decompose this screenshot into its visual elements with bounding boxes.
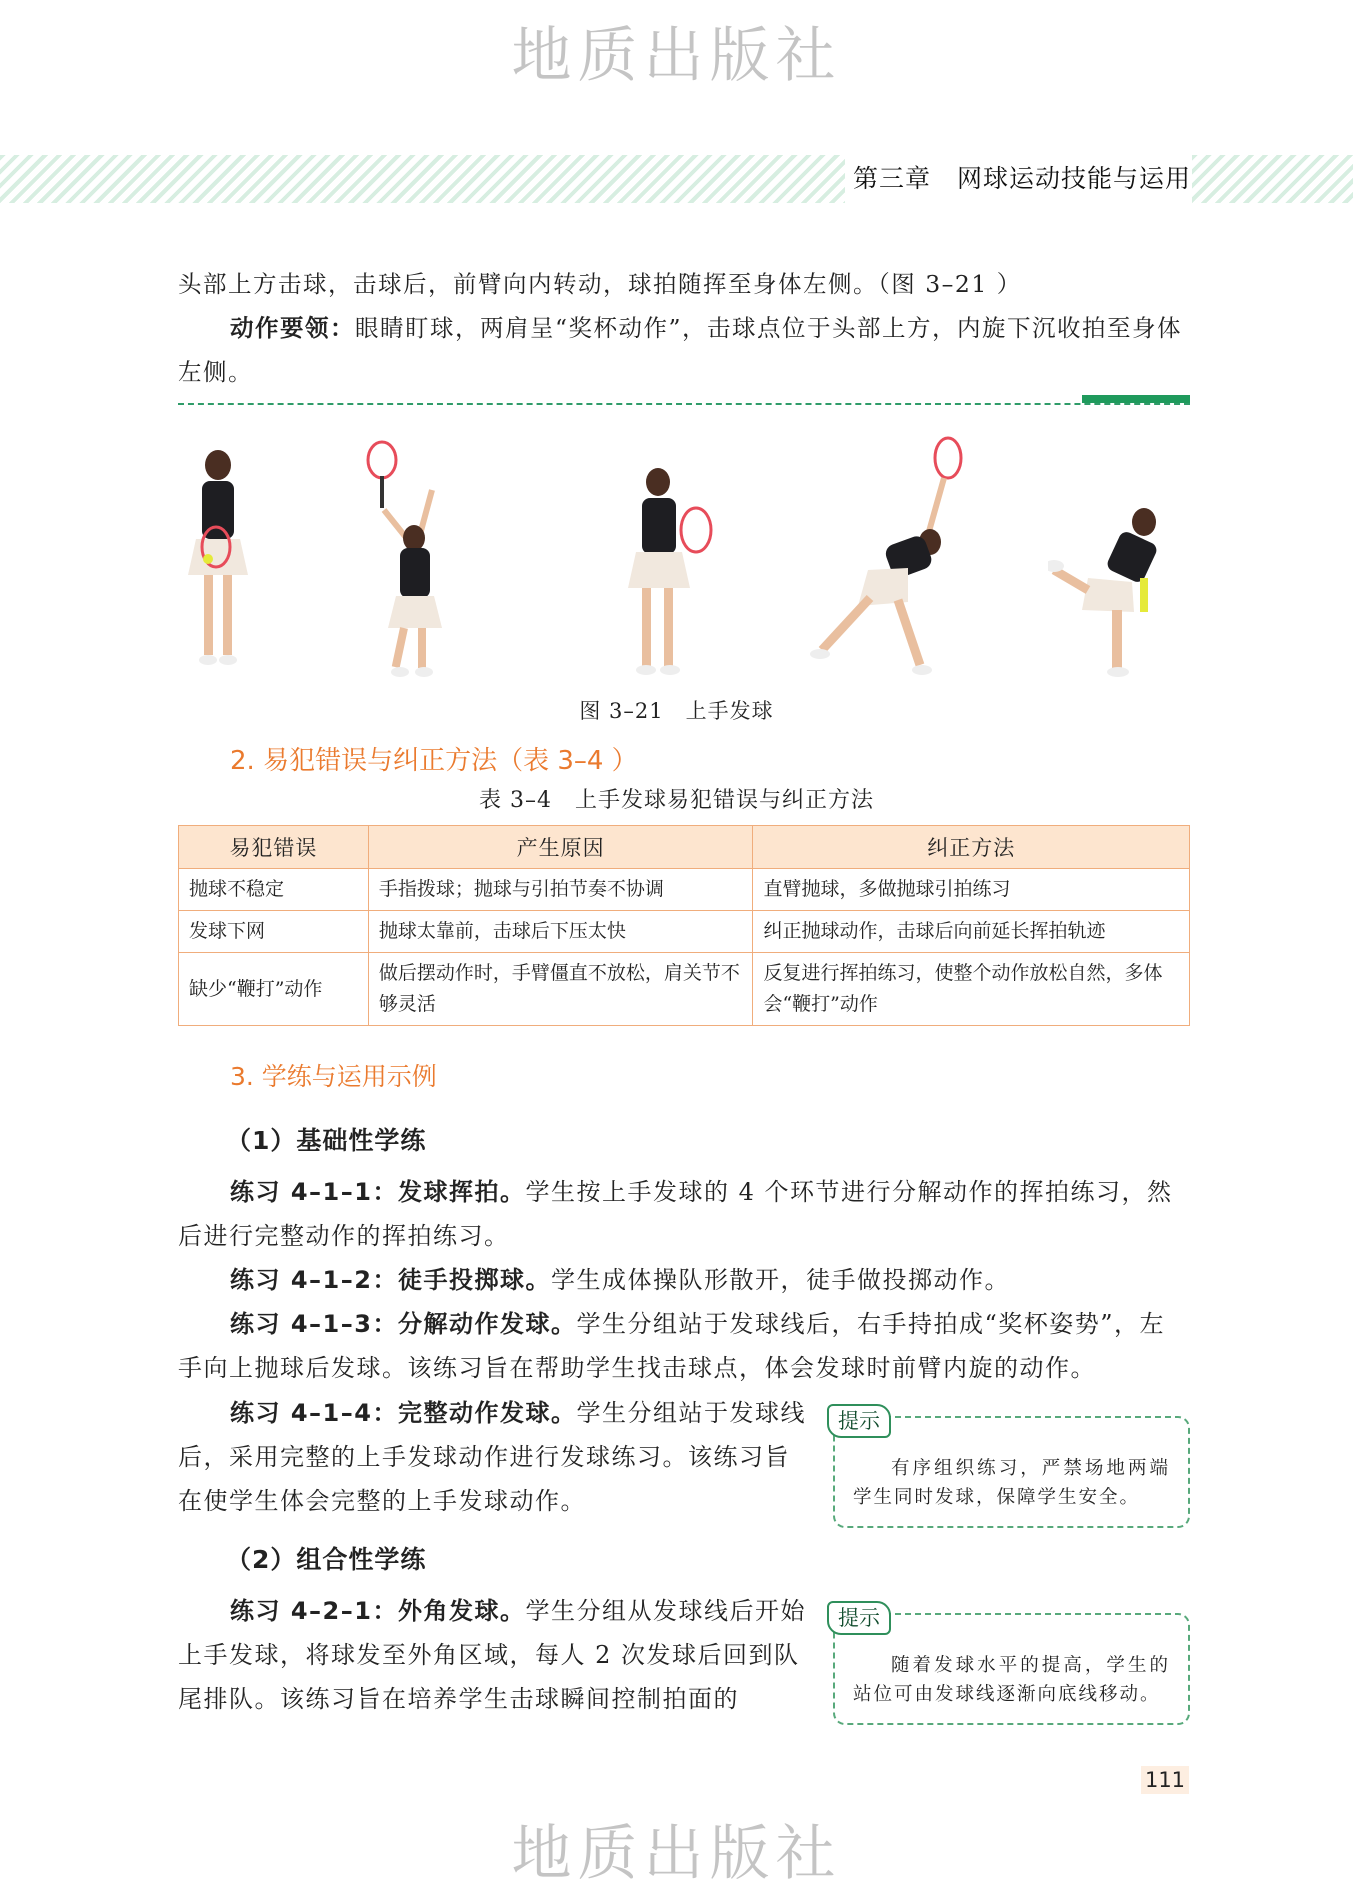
table-cell: 反复进行挥拍练习，使整个动作放松自然，多体会“鞭打”动作	[753, 953, 1190, 1026]
tip-box-safety	[833, 1409, 1190, 1528]
serve-stance-5-image	[1048, 500, 1190, 680]
tip-tag: 提示	[827, 1404, 891, 1438]
green-accent-bar	[1082, 395, 1190, 403]
table-header-cell: 纠正方法	[753, 826, 1190, 869]
tip-box-position	[833, 1606, 1190, 1725]
table-cell: 缺少“鞭打”动作	[179, 953, 369, 1026]
errors-table	[178, 825, 1190, 1026]
key-points-paragraph	[178, 306, 1190, 394]
tip-text: 随着发球水平的提高，学生的站位可由发球线逐渐向底线移动。	[853, 1655, 1170, 1705]
exercise-label: 练习 4–1–4：完整动作发球。	[230, 1399, 577, 1427]
tip-tag: 提示	[827, 1601, 891, 1635]
section-3-heading: 3. 学练与运用示例	[230, 1062, 437, 1091]
table-row	[179, 953, 1190, 1026]
exercise-text: 学生分组从发球线后开始上手发球，将球发至外角区域，每人 2 次发球后回到队尾排队。该练习旨在培养学生击球瞬间控制拍面的	[178, 1597, 806, 1713]
section-2-heading: 2. 易犯错误与纠正方法（表 3–4 ）	[230, 746, 638, 776]
exercise-text: 学生分组站于发球线后，右手持拍成“奖杯姿势”，左手向上抛球后发球。该练习旨在帮助学生找击球点，体会发球时前臂内旋的动作。	[178, 1310, 1165, 1382]
exercise-label: 练习 4–1–2：徒手投掷球。	[230, 1266, 551, 1294]
exercise-4-2-1	[178, 1589, 806, 1721]
publisher-watermark-bottom: 地质出版社	[511, 1819, 842, 1889]
table-header-cell: 产生原因	[368, 826, 753, 869]
exercise-4-1-4	[178, 1391, 806, 1523]
table-row	[179, 869, 1190, 911]
serve-sequence-figure	[178, 430, 1190, 680]
page-number: 111	[1141, 1766, 1189, 1794]
exercise-block-2	[178, 1391, 806, 1523]
table-cell: 抛球不稳定	[179, 869, 369, 911]
intro-block	[178, 262, 1190, 394]
exercise-label: 练习 4–2–1：外角发球。	[230, 1597, 526, 1625]
key-points-label: 动作要领：	[230, 314, 355, 342]
table-cell: 做后摆动作时，手臂僵直不放松，肩关节不够灵活	[368, 953, 753, 1026]
exercise-4-1-1	[178, 1170, 1190, 1258]
table-row	[179, 911, 1190, 953]
serve-stance-3-image	[608, 460, 718, 680]
dashed-divider	[178, 403, 1190, 405]
exercise-text: 学生分组站于发球线后，采用完整的上手发球动作进行发球练习。该练习旨在使学生体会完整的上手发球动作。	[178, 1399, 806, 1515]
table-cell: 发球下网	[179, 911, 369, 953]
serve-stance-1-image	[178, 435, 268, 680]
table-cell: 纠正抛球动作，击球后向前延长挥拍轨迹	[753, 911, 1190, 953]
exercise-text: 学生成体操队形散开，徒手做投掷动作。	[550, 1266, 1010, 1294]
exercise-label: 练习 4–1–3：分解动作发球。	[230, 1310, 577, 1338]
table-caption: 表 3–4 上手发球易犯错误与纠正方法	[479, 788, 874, 813]
exercise-block-3	[178, 1589, 806, 1721]
subsection-2-heading: （2）组合性学练	[226, 1545, 427, 1574]
subsection-1-heading: （1）基础性学练	[226, 1126, 427, 1155]
table-cell: 抛球太靠前，击球后下压太快	[368, 911, 753, 953]
table-cell: 直臂抛球，多做抛球引拍练习	[753, 869, 1190, 911]
key-points-text: 眼睛盯球，两肩呈“奖杯动作”，击球点位于头部上方，内旋下沉收拍至身体左侧。	[178, 314, 1183, 386]
table-cell: 手指拨球；抛球与引拍节奏不协调	[368, 869, 753, 911]
publisher-watermark-top: 地质出版社	[511, 21, 842, 91]
exercise-4-1-2	[178, 1258, 1190, 1302]
exercise-label: 练习 4–1–1：发球挥拍。	[230, 1178, 526, 1206]
chapter-title: 第三章 网球运动技能与运用	[853, 164, 1192, 193]
serve-stance-2-image	[360, 430, 460, 680]
figure-caption: 图 3–21 上手发球	[579, 699, 774, 723]
table-header-row	[179, 826, 1190, 869]
table-header-cell: 易犯错误	[179, 826, 369, 869]
intro-line: 头部上方击球，击球后，前臂向内转动，球拍随挥至身体左侧。（图 3–21 ）	[178, 270, 1022, 298]
exercise-block-1	[178, 1170, 1190, 1390]
exercise-text: 学生按上手发球的 4 个环节进行分解动作的挥拍练习，然后进行完整动作的挥拍练习。	[178, 1178, 1173, 1250]
header-hatch-left	[0, 155, 845, 203]
serve-stance-4-image	[808, 430, 978, 680]
tip-text: 有序组织练习，严禁场地两端学生同时发球，保障学生安全。	[853, 1458, 1170, 1508]
header-hatch-right	[1192, 155, 1353, 203]
exercise-4-1-3	[178, 1302, 1190, 1390]
